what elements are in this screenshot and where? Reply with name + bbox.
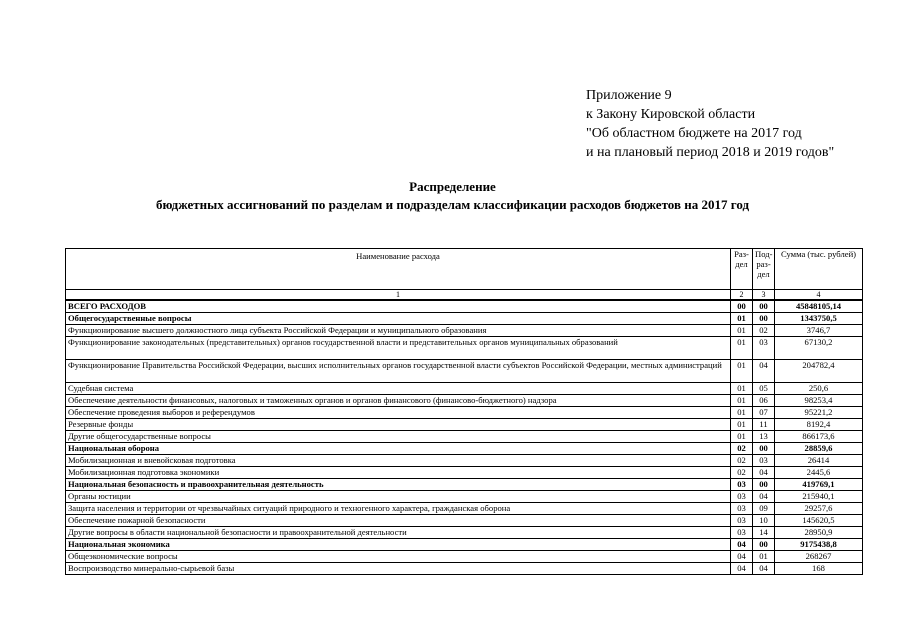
table-row: [66, 419, 863, 431]
header-subsection: Под-раз-дел: [753, 249, 775, 290]
row-subsection: 04: [753, 360, 775, 383]
row-section: 01: [731, 360, 753, 383]
row-subsection: 09: [753, 503, 775, 515]
row-name: Обеспечение деятельности финансовых, налоговых и таможенных органов и органов финансового (финансово-бюджетного) надзора: [66, 395, 731, 407]
row-name: Другие вопросы в области национальной безопасности и правоохранительной деятельности: [66, 527, 731, 539]
row-section: 01: [731, 407, 753, 419]
table-row: [66, 503, 863, 515]
table-row: [66, 337, 863, 360]
row-name: Национальная экономика: [66, 539, 731, 551]
row-subsection: 00: [753, 443, 775, 455]
row-section: 00: [731, 300, 753, 313]
row-subsection: 13: [753, 431, 775, 443]
table-row: [66, 383, 863, 395]
header-name: Наименование расхода: [66, 249, 731, 290]
table-row: [66, 395, 863, 407]
row-name: Функционирование законодательных (представительных) органов государственной власти и представительных органов муниципальных образований: [66, 337, 731, 360]
row-section: 01: [731, 325, 753, 337]
row-section: 04: [731, 539, 753, 551]
appendix-line: к Закону Кировской области: [586, 107, 756, 122]
row-sum: 98253,4: [775, 395, 863, 407]
row-subsection: 02: [753, 325, 775, 337]
row-name: Функционирование Правительства Российской Федерации, высших исполнительных органов государственной власти субъектов Российской Федерации, местных администраций: [66, 360, 731, 383]
row-sum: 204782,4: [775, 360, 863, 383]
row-sum: 3746,7: [775, 325, 863, 337]
row-sum: 67130,2: [775, 337, 863, 360]
row-section: 03: [731, 503, 753, 515]
row-section: 03: [731, 479, 753, 491]
row-subsection: 04: [753, 467, 775, 479]
row-sum: 168: [775, 563, 863, 575]
budget-table: [65, 248, 863, 575]
row-sum: 145620,5: [775, 515, 863, 527]
row-subsection: 03: [753, 337, 775, 360]
table-row: [66, 443, 863, 455]
row-sum: 2445,6: [775, 467, 863, 479]
table-row: [66, 539, 863, 551]
row-name: Общеэкономические вопросы: [66, 551, 731, 563]
row-sum: 95221,2: [775, 407, 863, 419]
table-numbering-row: [66, 290, 863, 301]
row-subsection: 00: [753, 539, 775, 551]
row-name: Защита населения и территории от чрезвычайных ситуаций природного и техногенного характера, гражданская оборона: [66, 503, 731, 515]
row-name: Общегосударственные вопросы: [66, 313, 731, 325]
row-subsection: 00: [753, 300, 775, 313]
row-section: 01: [731, 395, 753, 407]
row-name: Функционирование высшего должностного лица субъекта Российской Федерации и муниципального образования: [66, 325, 731, 337]
row-sum: 26414: [775, 455, 863, 467]
table-row: [66, 325, 863, 337]
table-row: [66, 527, 863, 539]
row-name: Обеспечение пожарной безопасности: [66, 515, 731, 527]
col-number: 3: [753, 290, 775, 301]
row-sum: 866173,6: [775, 431, 863, 443]
row-subsection: 03: [753, 455, 775, 467]
row-section: 03: [731, 527, 753, 539]
row-name: Национальная безопасность и правоохранительная деятельность: [66, 479, 731, 491]
row-name: Обеспечение проведения выборов и референдумов: [66, 407, 731, 419]
col-number: 1: [66, 290, 731, 301]
row-section: 04: [731, 551, 753, 563]
row-subsection: 14: [753, 527, 775, 539]
row-section: 03: [731, 491, 753, 503]
row-name: Национальная оборона: [66, 443, 731, 455]
col-number: 2: [731, 290, 753, 301]
row-subsection: 05: [753, 383, 775, 395]
row-name: Резервные фонды: [66, 419, 731, 431]
row-subsection: 00: [753, 313, 775, 325]
row-subsection: 01: [753, 551, 775, 563]
row-section: 01: [731, 431, 753, 443]
row-section: 01: [731, 419, 753, 431]
row-name: ВСЕГО РАСХОДОВ: [66, 300, 731, 313]
row-section: 01: [731, 383, 753, 395]
row-subsection: 11: [753, 419, 775, 431]
row-section: 02: [731, 443, 753, 455]
row-section: 01: [731, 313, 753, 325]
row-subsection: 04: [753, 491, 775, 503]
table-row: [66, 515, 863, 527]
row-section: 04: [731, 563, 753, 575]
row-section: 02: [731, 467, 753, 479]
header-sum: Сумма (тыс. рублей): [775, 249, 863, 290]
document-title: Распределение: [409, 179, 496, 194]
row-sum: 1343750,5: [775, 313, 863, 325]
row-name: Мобилизационная и вневойсковая подготовка: [66, 455, 731, 467]
row-sum: 419769,1: [775, 479, 863, 491]
table-row: [66, 360, 863, 383]
row-name: Воспроизводство минерально-сырьевой базы: [66, 563, 731, 575]
table-row: [66, 300, 863, 313]
table-row: [66, 455, 863, 467]
appendix-block: [586, 86, 834, 162]
row-name: Другие общегосударственные вопросы: [66, 431, 731, 443]
document-subtitle: бюджетных ассигнований по разделам и подразделам классификации расходов бюджетов на 2017 год: [155, 197, 750, 212]
row-section: 02: [731, 455, 753, 467]
row-subsection: 04: [753, 563, 775, 575]
table-row: [66, 551, 863, 563]
row-section: 01: [731, 337, 753, 360]
table-row: [66, 431, 863, 443]
header-section: Раз-дел: [731, 249, 753, 290]
appendix-line: и на плановый период 2018 и 2019 годов": [586, 145, 835, 160]
table-header-row: [66, 249, 863, 290]
row-sum: 250,6: [775, 383, 863, 395]
row-sum: 8192,4: [775, 419, 863, 431]
row-subsection: 00: [753, 479, 775, 491]
table-row: [66, 491, 863, 503]
row-sum: 268267: [775, 551, 863, 563]
row-section: 03: [731, 515, 753, 527]
row-name: Мобилизационная подготовка экономики: [66, 467, 731, 479]
row-sum: 45848105,14: [775, 300, 863, 313]
appendix-line: "Об областном бюджете на 2017 год: [586, 126, 802, 141]
table-body: [66, 300, 863, 575]
row-name: Органы юстиции: [66, 491, 731, 503]
row-sum: 9175438,8: [775, 539, 863, 551]
row-subsection: 06: [753, 395, 775, 407]
table-row: [66, 407, 863, 419]
row-subsection: 07: [753, 407, 775, 419]
row-name: Судебная система: [66, 383, 731, 395]
row-sum: 28950,9: [775, 527, 863, 539]
row-sum: 29257,6: [775, 503, 863, 515]
table-row: [66, 313, 863, 325]
row-sum: 28859,6: [775, 443, 863, 455]
table-row: [66, 563, 863, 575]
table-row: [66, 479, 863, 491]
appendix-line: Приложение 9: [586, 88, 672, 103]
row-subsection: 10: [753, 515, 775, 527]
row-sum: 215940,1: [775, 491, 863, 503]
col-number: 4: [775, 290, 863, 301]
table-row: [66, 467, 863, 479]
